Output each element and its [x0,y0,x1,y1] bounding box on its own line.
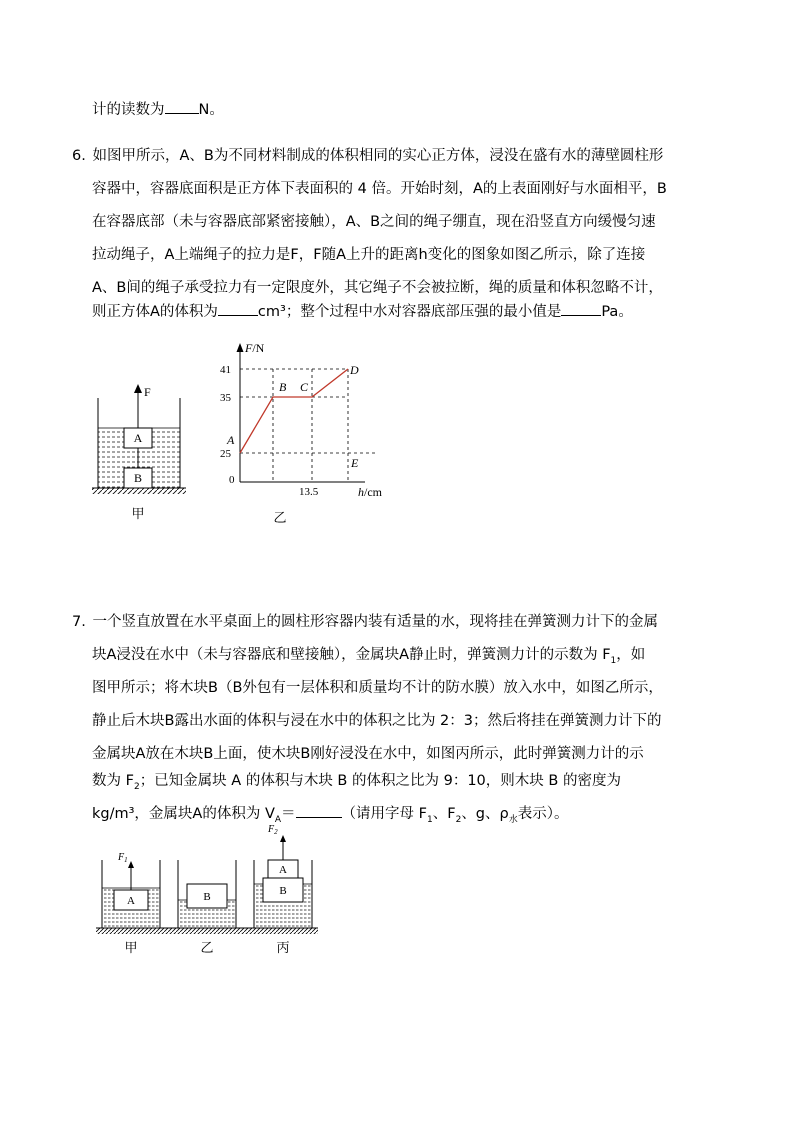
q6-text-4: 拉动绳子，A上端绳子的拉力是F，F随A上升的距离h变化的图象如图乙所示，除了连接 [92,247,646,263]
figure-caption-yi: 乙 [273,510,287,525]
q6-text-6a: 则正方体A的体积为 [92,304,218,320]
point-d-label: D [350,363,359,377]
q7-sub-1: 1 [427,814,433,825]
q6-text-3: 在容器底部（未与容器底部紧密接触），A、B之间的绳子绷直，现在沿竖直方向缓慢匀速 [92,214,656,230]
caption-bing: 丙 [276,940,290,955]
q7-line-5 [92,744,644,764]
q7-text-1: 一个竖直放置在水平桌面上的圆柱形容器内装有适量的水，现将挂在弹簧测力计下的金属 [92,614,658,630]
q7-text-7a: kg/m³，金属块A的体积为 V [92,806,275,822]
origin-label: 0 [229,474,235,486]
block-b-label-bing: B [279,885,287,897]
q7-text-2b: ，如 [616,647,646,663]
q7-text-7e: 、g、ρ [461,806,509,822]
force-curve [240,369,348,453]
q7-sub-f2: 2 [133,781,140,792]
q6-number: 6. [72,148,86,164]
volume-a-answer-blank[interactable] [296,803,342,818]
prev-text: 计的读数为 [92,102,165,118]
q7-figure-bing [254,824,312,955]
block-a-label: A [127,895,135,907]
q7-sub-2: 2 [455,814,462,825]
volume-answer-blank[interactable] [218,301,258,316]
q7-sub-f1: 1 [610,655,617,666]
point-b-label: B [279,380,287,394]
q7-line-2 [92,645,645,665]
q6-text-6c: Pa。 [601,304,633,320]
q7-figure-jia [102,852,160,955]
q7-figures [92,820,322,960]
force-label: F [144,385,151,399]
y-axis-arrow-icon [237,343,244,352]
q6-line-2 [92,179,667,199]
ground-hatch [92,488,186,494]
figure-caption-jia: 甲 [131,506,145,521]
pressure-answer-blank[interactable] [561,301,601,316]
cube-b-label: B [133,471,143,485]
y-tick-41: 41 [220,364,231,376]
q6-text-6b: cm³；整个过程中水对容器底部压强的最小值是 [257,304,562,320]
q7-figure-yi [178,860,236,955]
q7-sub-a: A [274,814,282,825]
point-c-label: C [300,380,309,394]
force-f1-label: $F_1$ [118,852,128,864]
arrow-up-icon [280,835,286,842]
q6-figure-yi-graph [215,340,400,530]
q6-line-4 [92,245,645,265]
q7-line-3 [92,678,663,698]
q6-line-6 [92,301,633,322]
q7-sub-water: 水 [508,814,518,825]
q7-text-2a: 块A浸没在水中（未与容器底和壁接触），金属块A静止时，弹簧测力计的示数为 F [92,647,611,663]
block-b-label: B [203,891,211,903]
point-a-label: A [227,433,235,447]
cube-a-label: A [133,431,143,445]
y-tick-35: 35 [220,392,231,404]
q7-text-5: 金属块A放在木块B上面，使木块B刚好浸没在水中，如图丙所示，此时弹簧测力计的示 [92,746,644,762]
q7-text-4: 静止后木块B露出水面的体积与浸在水中的体积之比为 2：3；然后将挂在弹簧测力计下的 [92,713,662,729]
q7-text-3: 图甲所示；将木块B（B外包有一层体积和质量均不计的防水膜）放入水中，如图乙所示， [92,680,663,696]
q6-line-3 [92,212,656,232]
q7-text-6b: ；已知金属块 A 的体积与木块 B 的体积之比为 9：10，则木块 B 的密度为 [139,773,621,789]
q6-line-1 [72,146,663,166]
q6-text-5: A、B间的绳子承受拉力有一定限度外，其它绳子不会被拉断，绳的质量和体积忽略不计， [92,280,663,296]
force-f2-label: $F_2$ [268,824,278,836]
y-axis-label: F/N [245,341,265,355]
q6-line-5 [92,278,663,298]
caption-yi: 乙 [200,940,214,955]
q6-text-2: 容器中，容器底面积是正方体下表面积的 4 倍。开始时刻，A的上表面刚好与水面相平，B [92,181,667,197]
x-tick-13-5: 13.5 [299,486,319,498]
q7-text-7d: 、F [432,806,456,822]
q7-text-7f: 表示）。 [517,806,569,822]
ground-hatch [96,928,318,934]
q6-text-1: 如图甲所示，A、B为不同材料制成的体积相同的实心正方体，浸没在盛有水的薄壁圆柱形 [92,148,664,164]
q7-text-6a: 数为 F [92,773,134,789]
answer-blank[interactable] [165,99,199,114]
arrow-up-icon [134,384,142,393]
block-a-label-bing: A [279,864,287,876]
q7-text-7b: ＝ [281,806,296,822]
q7-line-1 [72,612,658,632]
q7-line-4 [92,711,662,731]
prev-unit: N。 [198,102,224,118]
y-tick-25: 25 [220,448,231,460]
caption-jia: 甲 [124,940,138,955]
point-e-label: E [351,456,359,470]
arrow-up-icon [128,861,134,868]
q7-number: 7. [72,614,86,630]
q7-line-6 [92,771,621,791]
q7-text-7c: （请用字母 F [341,806,427,822]
q6-figure-jia [92,380,192,522]
prev-answer-line [92,99,224,120]
x-axis-label: h/cm [358,485,382,499]
